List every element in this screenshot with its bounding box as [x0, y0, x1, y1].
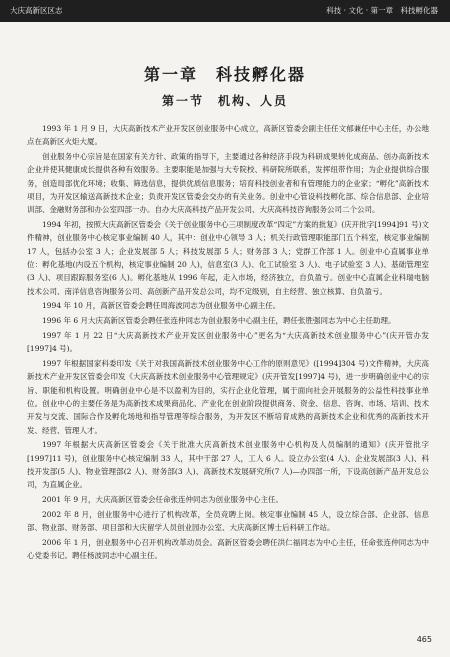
paragraph: 创业服务中心宗旨是在国家有关方针、政策的指导下，主要通过各种经济手段为科研成果转化成商品、创办高新技术企业并使其健康成长提供各种有效服务。主要职能是加强与大专院校、科研院所联系，发挥纽带作用；为企业提供综合服务，创造局部优化环境；收集、筛选信息，提供优质信息服务；培育科技创业者和有管理能力的企业家；“孵化”高新技术项目，为开发区输送高新技术企业；负责开发区管委会交办的有关业务。创业中心管设科技孵化部、综合信息部、企业培训部、金融财务部和办公室四部一办。自办大庆高科技产品开发公司、大庆高科技咨询服务公司二个公司。: [27, 152, 429, 215]
paragraph: 2001 年 9 月，大庆高新区管委会任命张连仲同志为创业服务中心主任。: [42, 495, 284, 505]
header-chapter-info: 科技 · 文化 · 第一章 科技孵化器: [326, 6, 438, 15]
running-header: [0, 0, 450, 22]
paragraph: 1993 年 1 月 9 日，大庆高新技术产业开发区创业服务中心成立，高新区管委会副主任任文郁兼任中心主任，办公地点在高新区火炬大厦。: [27, 124, 429, 147]
section-title: 第一节 机构、人员: [161, 94, 288, 108]
paragraph: 2006 年 1 月，创业服务中心召开机构改革动员会。高新区管委会聘任洪仁福同志为中心主任，任命张连仲同志为中心党委书记。聘任杨波同志中心副主任。: [27, 537, 429, 561]
header-book-title: 大庆高新区区志: [10, 6, 63, 15]
paragraph: 1994 年 10 月，高新区管委会聘任周海波同志为创业服务中心副主任。: [42, 301, 281, 311]
chapter-title: 第一章 科技孵化器: [143, 65, 306, 84]
paragraph: 1994 年初，按照大庆高新区管委会《关于创业服务中心三项制度改革“四定”方案的批复》(庆开批字[1994]91 号)文件精神，创业服务中心核定事业编制 40 人，其中：创业中心领导 3 人；机关行政管理职能部门五个科室，核定事业编制 17 人，包括办公室 3 人；企业发展部 5 人；科技发展部 5 人；财务部 3 人；党群工作部 1 人。创业中心直属事业单位：孵化基地(内设五个机构，核定事业编制 20 人)，信息室(3 人)、化工试验室 3 人)、电子试验室 3 人)、基础管理室(3 人)、项目跟踪服务室(6 人)。孵化基地从 1996 年起，走入市场，经济独立，自负盈亏。创业中心直属企业科瑞电脑技术公司、南洋信息咨询服务公司、高创新产品开发总公司，均不定级别，自主经营、独立核算、自负盈亏。: [27, 220, 429, 296]
paragraph: 1997 年 1 月 22 日“大庆高新技术产业开发区创业服务中心”更名为“大庆高新技术创业服务中心”(庆开管办发[1997]4 号)。: [27, 330, 429, 354]
paragraph: 1996 年 6 月大庆高新区管委会聘任张连仲同志为创业服务中心副主任，聘任张胜强同志为中心主任助理。: [42, 316, 396, 326]
paragraph: 1997 年根据国家科委印发《关于对我国高新技术创业服务中心工作的原则意见》([1994]304 号)文件精神，大庆高新技术产业开发区管委会印发《大庆高新技术创业服务中心管理规定》(庆开管发[1997]4 号)，进一步明确创业中心的宗旨、职能和机构设置。明确创业中心是不以盈利为目的，实行企业化管理，属于面向社会开展服务的公益性科技事业单位。创业中心的主要任务是为高新技术成果商品化、产业化在创业阶段提供商务、资金、信息、咨询、市场、培训、技术开发与交流、国际合作及孵化场地和指导管理等综合服务，为开发区不断培育成熟的高新技术企业和优秀的高新技术开发、经营、管理人才。: [27, 359, 429, 435]
page-number: 465: [416, 635, 432, 644]
body-text: [27, 122, 429, 564]
paragraph: 1997 年根据大庆高新区管委会《关于批准大庆高新技术创业服务中心机构及人员编制的通知》(庆开管批字[1997]11 号)，创业服务中心核定编制 33 人，其中干部 27 人，工人 6 人。设立办公室(4 人)、企业发展部(3 人)、科技开发部(5 人)、物业管理部(2 人)、财务部(3 人)、高新技术发展研究所(7 人)—办四部一所，下设高创新产品开发总公司，为直属企业。: [27, 440, 429, 490]
paragraph: 2002 年 8 月，创业服务中心进行了机构改革，全员竞聘上岗。核定事业编制 45 人，设立综合部、企业部、信息部、物业部、财务部、项目部和大庆留学人员创业园办公室、大庆高新区博士后科研工作站。: [27, 509, 429, 533]
